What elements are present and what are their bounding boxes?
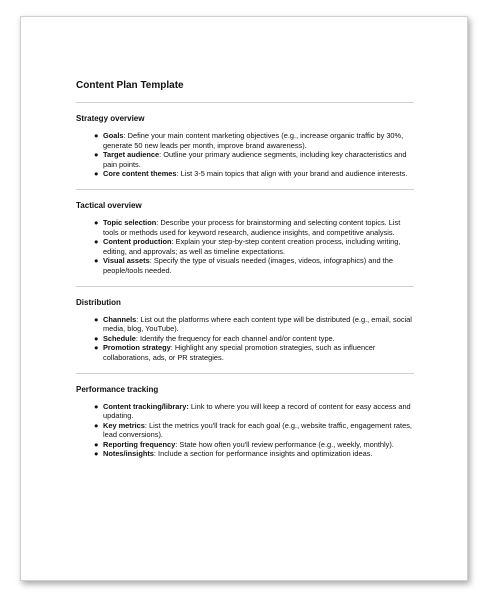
item-term: Channels (103, 314, 137, 324)
list-item (94, 169, 414, 179)
bullet-icon: ● (94, 333, 99, 343)
item-text: Link to where you will keep a record of content for easy access and updating. (103, 401, 411, 421)
section-title-tactical-overview: Tactical overview (76, 200, 142, 210)
strategy-overview-list (76, 131, 414, 179)
divider (76, 373, 414, 374)
item-term: Topic selection (103, 217, 157, 227)
divider (76, 189, 414, 190)
document-page (20, 16, 468, 581)
document-content (76, 80, 414, 459)
list-item (94, 420, 414, 440)
bullet-icon: ● (94, 420, 99, 430)
item-term: Visual assets (103, 256, 150, 266)
item-text: : List 3-5 main topics that align with your brand and audience interests. (176, 169, 408, 179)
bullet-icon: ● (94, 169, 99, 179)
list-item (94, 217, 414, 237)
bullet-icon: ● (94, 131, 99, 140)
list-item (94, 449, 414, 459)
bullet-icon: ● (94, 217, 99, 227)
bullet-icon: ● (94, 237, 99, 247)
item-text: : List out the platforms where each content type will be distributed (e.g., email, social media, blog, YouTube). (103, 314, 412, 334)
bullet-icon: ● (94, 314, 99, 324)
item-text: : Describe your process for brainstorming and selecting content topics. List tools or methods used for keyword research, audience insights, and competitive analysis. (103, 217, 401, 237)
item-term: Key metrics (103, 420, 145, 430)
item-text: : Identify the frequency for each channel and/or content type. (135, 333, 335, 343)
item-term: Target audience (103, 150, 160, 160)
bullet-icon: ● (94, 256, 99, 266)
list-item (94, 439, 414, 450)
bullet-icon: ● (94, 401, 99, 411)
list-item (94, 333, 414, 344)
item-text: : Include a section for performance insights and optimization ideas. (153, 449, 373, 459)
item-text: : Define your main content marketing objectives (e.g., increase organic traffic by 30%, generate 50 new leads per month, improve brand awareness). (103, 131, 404, 150)
section-title-strategy-overview: Strategy overview (76, 114, 145, 123)
item-term: Core content themes (103, 169, 177, 179)
item-term: Promotion strategy (103, 343, 171, 353)
distribution-list (76, 315, 414, 363)
bullet-icon: ● (94, 150, 99, 160)
item-text: : Outline your primary audience segments, including key characteristics and pain points. (103, 150, 407, 169)
list-item (94, 314, 414, 334)
item-text: : Specify the type of visuals needed (images, videos, infographics) and the people/tools needed. (103, 256, 393, 275)
divider (76, 102, 414, 103)
item-text: : Explain your step-by-step content creation process, including writing, editing, and approvals; as well as timeline expectations. (103, 237, 401, 256)
item-text: : State how often you'll review performance (e.g., weekly, monthly). (175, 439, 394, 449)
item-text: : List the metrics you'll track for each goal (e.g., website traffic, engagement rates, lead conversions). (103, 420, 412, 440)
list-item (94, 256, 414, 275)
bullet-icon: ● (94, 439, 99, 449)
list-item (94, 237, 414, 256)
list-item (94, 401, 414, 421)
divider (76, 286, 414, 287)
section-title-distribution: Distribution (76, 297, 121, 307)
item-term: Reporting frequency (103, 439, 176, 449)
item-term: Notes/insights (103, 449, 154, 459)
item-term: Goals (103, 131, 124, 140)
item-term: Content tracking/library: (103, 401, 189, 411)
item-term: Schedule (103, 333, 136, 343)
list-item (94, 150, 414, 169)
document-title: Content Plan Template (76, 80, 184, 91)
tactical-overview-list (76, 218, 414, 276)
bullet-icon: ● (94, 449, 99, 459)
section-title-performance-tracking: Performance tracking (76, 384, 159, 394)
item-term: Content production (103, 237, 172, 247)
performance-tracking-list (76, 402, 414, 460)
item-text: : Highlight any special promotion strategies, such as influencer collaborations, ads, or PR strategies. (103, 343, 376, 362)
bullet-icon: ● (94, 343, 99, 353)
list-item (94, 343, 414, 362)
list-item (94, 131, 414, 150)
